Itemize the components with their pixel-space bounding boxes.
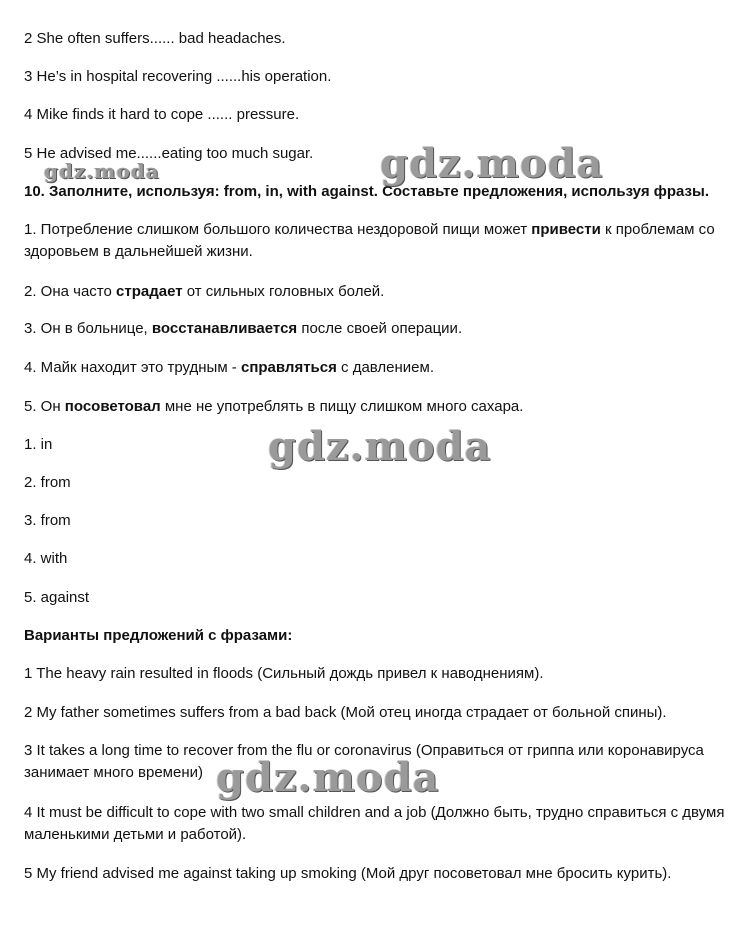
translation-text: 4. Майк находит это трудным - xyxy=(24,359,241,376)
variant-4: 4 It must be difficult to cope with two small children and a job (Должно быть, трудно справиться с двумя маленькими детьми и работой). xyxy=(24,804,725,843)
translation-text: от сильных головных болей. xyxy=(182,283,385,300)
variant-3: 3 It takes a long time to recover from the flu or coronavirus (Оправиться от гриппа или коронавируса занимает много времени) xyxy=(24,742,704,781)
watermark-logo: gdz.moda xyxy=(44,159,160,183)
exercise-sentence-5: 5 He advised me......eating too much sugar. xyxy=(24,145,314,162)
exercise-sentence-2: 2 She often suffers...... bad headaches. xyxy=(24,30,286,47)
translation-text: 2. Она часто xyxy=(24,283,117,300)
translation-text: 5. Он xyxy=(24,398,65,415)
translation-5 xyxy=(24,396,730,418)
translation-keyword: посоветовал xyxy=(64,398,161,415)
answer-1: 1. in xyxy=(24,436,53,453)
translation-text: 3. Он в больнице, xyxy=(24,320,152,337)
translation-text: 1. Потребление слишком большого количества нездоровой пищи может xyxy=(24,221,532,238)
variant-1: 1 The heavy rain resulted in floods (Сильный дождь привел к наводнениям). xyxy=(24,665,544,682)
answer-2: 2. from xyxy=(24,474,71,491)
variant-5: 5 My friend advised me against taking up smoking (Мой друг посоветовал мне бросить курить). xyxy=(24,865,672,882)
translation-2 xyxy=(24,281,730,303)
answer-3: 3. from xyxy=(24,512,71,529)
translation-keyword: восстанавливается xyxy=(151,320,298,337)
translation-3 xyxy=(24,318,730,340)
translation-text: к проблемам со здоровьем в дальнейшей жизни. xyxy=(24,221,715,260)
translation-keyword: привести xyxy=(531,221,601,238)
watermark-logo: gdz.moda xyxy=(216,754,440,801)
watermark-logo: gdz.moda xyxy=(380,140,604,187)
answer-4: 4. with xyxy=(24,550,68,567)
translation-1 xyxy=(24,219,730,263)
translation-4 xyxy=(24,357,730,379)
answer-5: 5. against xyxy=(24,589,90,606)
translation-text: после своей операции. xyxy=(297,320,463,337)
exercise-sentence-4: 4 Mike finds it hard to cope ...... pressure. xyxy=(24,106,300,123)
variants-heading: Варианты предложений с фразами: xyxy=(24,627,293,644)
translation-text: мне не употреблять в пищу слишком много сахара. xyxy=(160,398,524,415)
translation-text: с давлением. xyxy=(336,359,434,376)
variant-2: 2 My father sometimes suffers from a bad back (Мой отец иногда страдает от больной спины). xyxy=(24,704,667,721)
translation-keyword: страдает xyxy=(116,283,183,300)
watermark-logo: gdz.moda xyxy=(268,423,492,470)
task-heading: 10. Заполните, используя: from, in, with against. Составьте предложения, используя фразы. xyxy=(24,183,709,200)
exercise-sentence-3: 3 He’s in hospital recovering ......his operation. xyxy=(24,68,332,85)
translation-keyword: справляться xyxy=(240,359,337,376)
